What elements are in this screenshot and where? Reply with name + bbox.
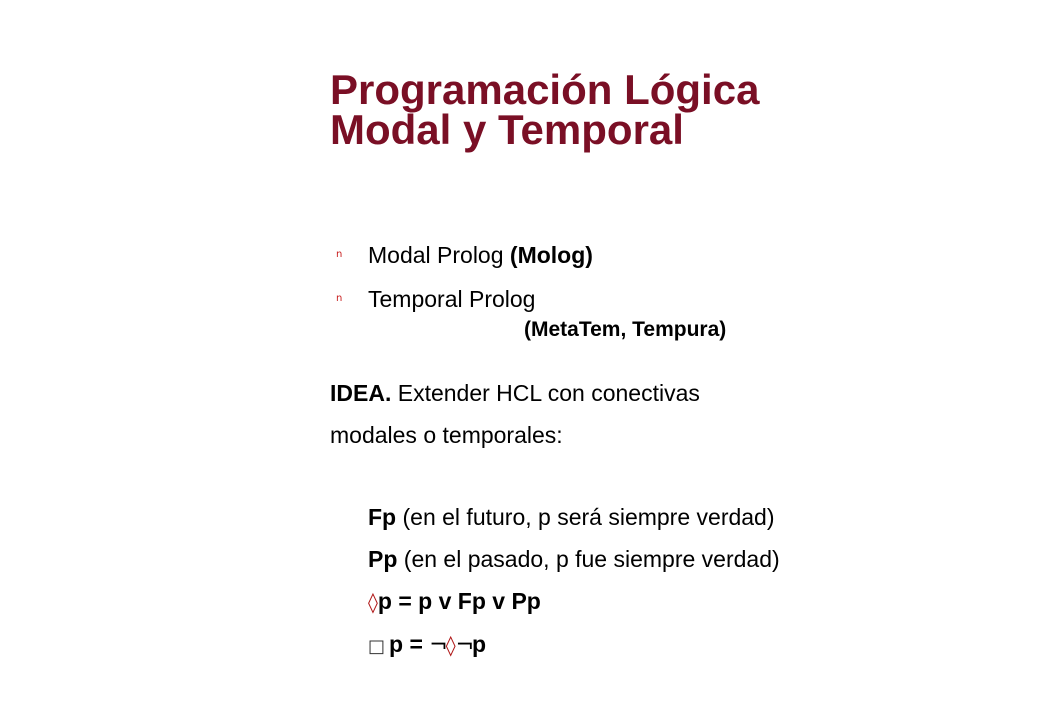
- bullet-modal-prolog: [336, 240, 726, 270]
- title-line-1: Programación Lógica: [330, 66, 760, 113]
- formula-diamond-text: p = p v Fp v Pp: [377, 588, 541, 614]
- negation-icon: ¬: [429, 633, 446, 658]
- box-icon: □: [368, 636, 386, 657]
- formula-future: [368, 496, 780, 538]
- idea-line-1-text: Extender HCL con conectivas: [397, 380, 700, 406]
- bullet-marker-icon: n: [336, 249, 343, 260]
- formula-past-symbol: Pp: [368, 546, 398, 572]
- idea-line-1: [330, 372, 700, 414]
- idea-paragraph: [330, 372, 700, 456]
- formula-box-lhs: p =: [389, 631, 423, 657]
- idea-line-2: modales o temporales:: [330, 422, 563, 448]
- diamond-icon: ◊: [445, 633, 456, 657]
- slide-title: [330, 66, 760, 153]
- bullet-temporal-prolog: [336, 284, 726, 344]
- bullet-text: Temporal Prolog: [368, 286, 536, 312]
- bullet-text: Modal Prolog: [368, 242, 504, 268]
- title-line-2: Modal y Temporal: [330, 106, 684, 153]
- negation-icon: ¬: [455, 633, 473, 658]
- bullet-list: [336, 240, 726, 358]
- bullet-sub-text: (MetaTem, Tempura): [524, 318, 727, 341]
- formula-future-symbol: Fp: [368, 504, 397, 530]
- formula-box: [368, 623, 780, 668]
- formula-diamond: [368, 580, 780, 623]
- formula-box-var: p: [472, 631, 487, 657]
- diamond-icon: ◊: [368, 590, 378, 614]
- bullet-bold-text: (Molog): [509, 242, 593, 268]
- formula-past: [368, 538, 780, 580]
- formula-future-desc: (en el futuro, p será siempre verdad): [402, 504, 775, 530]
- bullet-marker-icon: n: [336, 293, 343, 304]
- idea-label: IDEA.: [330, 380, 392, 406]
- formula-block: [368, 496, 780, 668]
- formula-past-desc: (en el pasado, p fue siempre verdad): [403, 546, 780, 572]
